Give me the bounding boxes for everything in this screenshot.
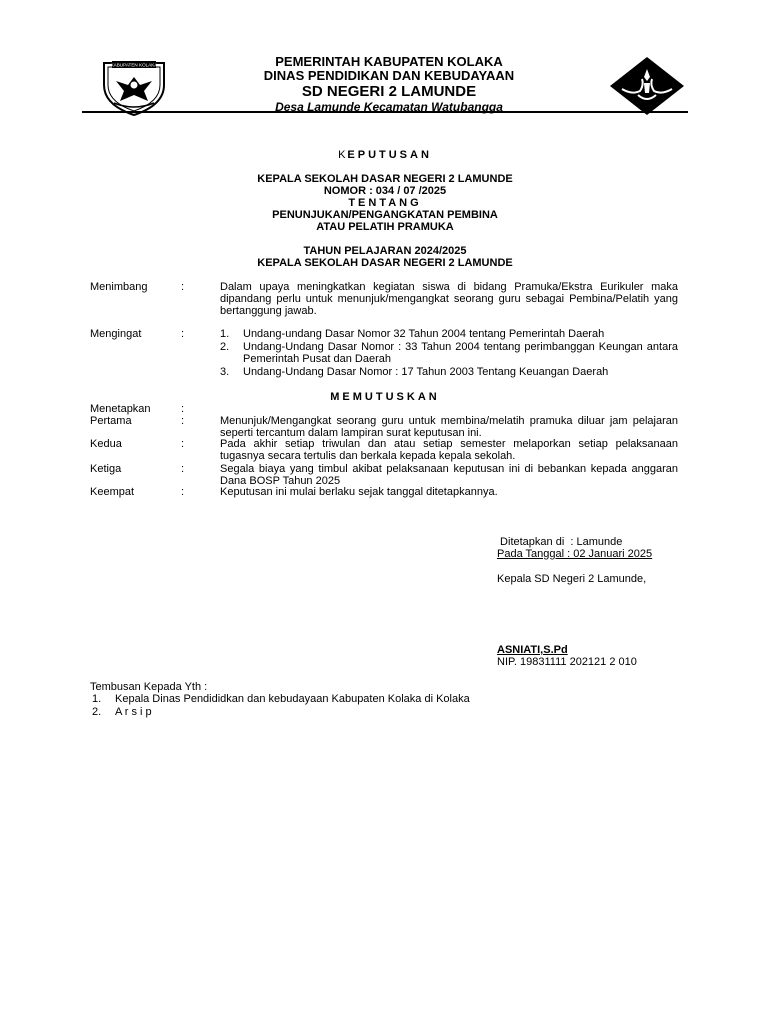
menimbang-colon: : — [181, 281, 185, 293]
menetapkan-label: Menetapkan — [90, 403, 151, 415]
tut-wuri-handayani-emblem-icon — [608, 55, 686, 117]
keempat-text: Keputusan ini mulai berlaku sejak tanggal ditetapkannya. — [220, 486, 498, 498]
signature-block — [497, 536, 697, 585]
menimbang-text: Dalam upaya meningkatkan kegiatan siswa di bidang Pramuka/Ekstra Eurikuler maka dipandang perlu untuk menunjuk/mengangkat seorang guru sebagai Pembina/Pelatih yang bertanggung jawab. — [220, 281, 678, 317]
letterhead — [170, 55, 608, 114]
signature-date: Pada Tanggal : 02 Januari 2025 — [497, 548, 653, 560]
kolaka-regency-emblem-icon — [98, 55, 170, 117]
letterhead-address: Desa Lamunde Kecamatan Watubangga — [275, 100, 503, 114]
decree-topic-line2: ATAU PELATIH PRAMUKA — [316, 221, 454, 233]
pertama-colon: : — [181, 415, 185, 427]
mengingat-colon: : — [181, 328, 185, 340]
decree-number: NOMOR : 034 / 07 /2025 — [323, 185, 447, 197]
menimbang-label: Menimbang — [90, 281, 148, 293]
ketiga-label: Ketiga — [90, 463, 122, 475]
menetapkan-colon: : — [181, 403, 185, 415]
mengingat-item-3-text: Undang-Undang Dasar Nomor : 17 Tahun 2003 Tentang Keuangan Daerah — [243, 366, 609, 378]
decree-subject: KEPALA SEKOLAH DASAR NEGERI 2 LAMUNDE — [257, 173, 513, 185]
decree-heading — [82, 149, 688, 161]
kedua-label: Kedua — [90, 438, 122, 450]
decree-issuer: KEPALA SEKOLAH DASAR NEGERI 2 LAMUNDE — [257, 257, 513, 269]
decree-heading-initial: K — [338, 149, 348, 161]
decree-year: TAHUN PELAJARAN 2024/2025 — [303, 245, 467, 257]
pertama-text: Menunjuk/Mengangkat seorang guru untuk membina/melatih pramuka diluar jam pelajaran seperti tercantum dalam lampiran surat keputusan ini. — [220, 415, 678, 439]
ketiga-text: Segala biaya yang timbul akibat pelaksanaan keputusan ini di bebankan kepada anggaran Dana BOSP Tahun 2025 — [220, 463, 678, 487]
tembusan-item-1-text: Kepala Dinas Pendididkan dan kebudayaan Kabupaten Kolaka di Kolaka — [115, 693, 470, 705]
signatory-nip: NIP. 19831111 202121 2 010 — [497, 656, 637, 668]
decree-title-block — [82, 149, 688, 269]
decree-heading-rest: EPUTUSAN — [347, 149, 432, 161]
mengingat-item-3-number: 3. — [220, 366, 230, 378]
keempat-label: Keempat — [90, 486, 135, 498]
letterhead-department: DINAS PENDIDIKAN DAN KEBUDAYAAN — [263, 68, 515, 83]
pertama-label: Pertama — [90, 415, 132, 427]
mengingat-item-1-text: Undang-undang Dasar Nomor 32 Tahun 2004 tentang Pemerintah Daerah — [243, 328, 605, 340]
tembusan-item-2-text: A r s i p — [115, 706, 152, 718]
memutuskan-heading: MEMUTUSKAN — [330, 391, 440, 403]
mengingat-label: Mengingat — [90, 328, 142, 340]
ketiga-colon: : — [181, 463, 185, 475]
decree-topic-line1: PENUNJUKAN/PENGANGKATAN PEMBINA — [272, 209, 498, 221]
tembusan-item-2-number: 2. — [92, 706, 102, 718]
letterhead-government: PEMERINTAH KABUPATEN KOLAKA — [275, 54, 503, 69]
mengingat-item-1-number: 1. — [220, 328, 230, 340]
letterhead-school-name: SD NEGERI 2 LAMUNDE — [301, 83, 477, 100]
kedua-colon: : — [181, 438, 185, 450]
kedua-text: Pada akhir setiap triwulan dan atau setiap semester melaporkan setiap pelaksanaan tugasnya secara tertulis dan berkala kepada kepala sekolah. — [220, 438, 678, 462]
keempat-colon: : — [181, 486, 185, 498]
mengingat-item-2-text: Undang-Undang Dasar Nomor : 33 Tahun 2004 tentang perimbanggan Keungan antara Pemerintah Pusat dan Daerah — [243, 341, 678, 365]
letterhead-divider — [82, 111, 688, 113]
left-logo-caption: KABUPATEN KOLAKA — [110, 62, 158, 68]
signature-place: Ditetapkan di : Lamunde — [497, 536, 623, 548]
tembusan-heading: Tembusan Kepada Yth : — [90, 681, 208, 693]
signature-position: Kepala SD Negeri 2 Lamunde, — [497, 573, 647, 585]
mengingat-item-2-number: 2. — [220, 341, 230, 353]
signatory-name: ASNIATI,S.Pd — [497, 644, 568, 656]
tembusan-item-1-number: 1. — [92, 693, 102, 705]
decree-about: TENTANG — [348, 197, 422, 209]
